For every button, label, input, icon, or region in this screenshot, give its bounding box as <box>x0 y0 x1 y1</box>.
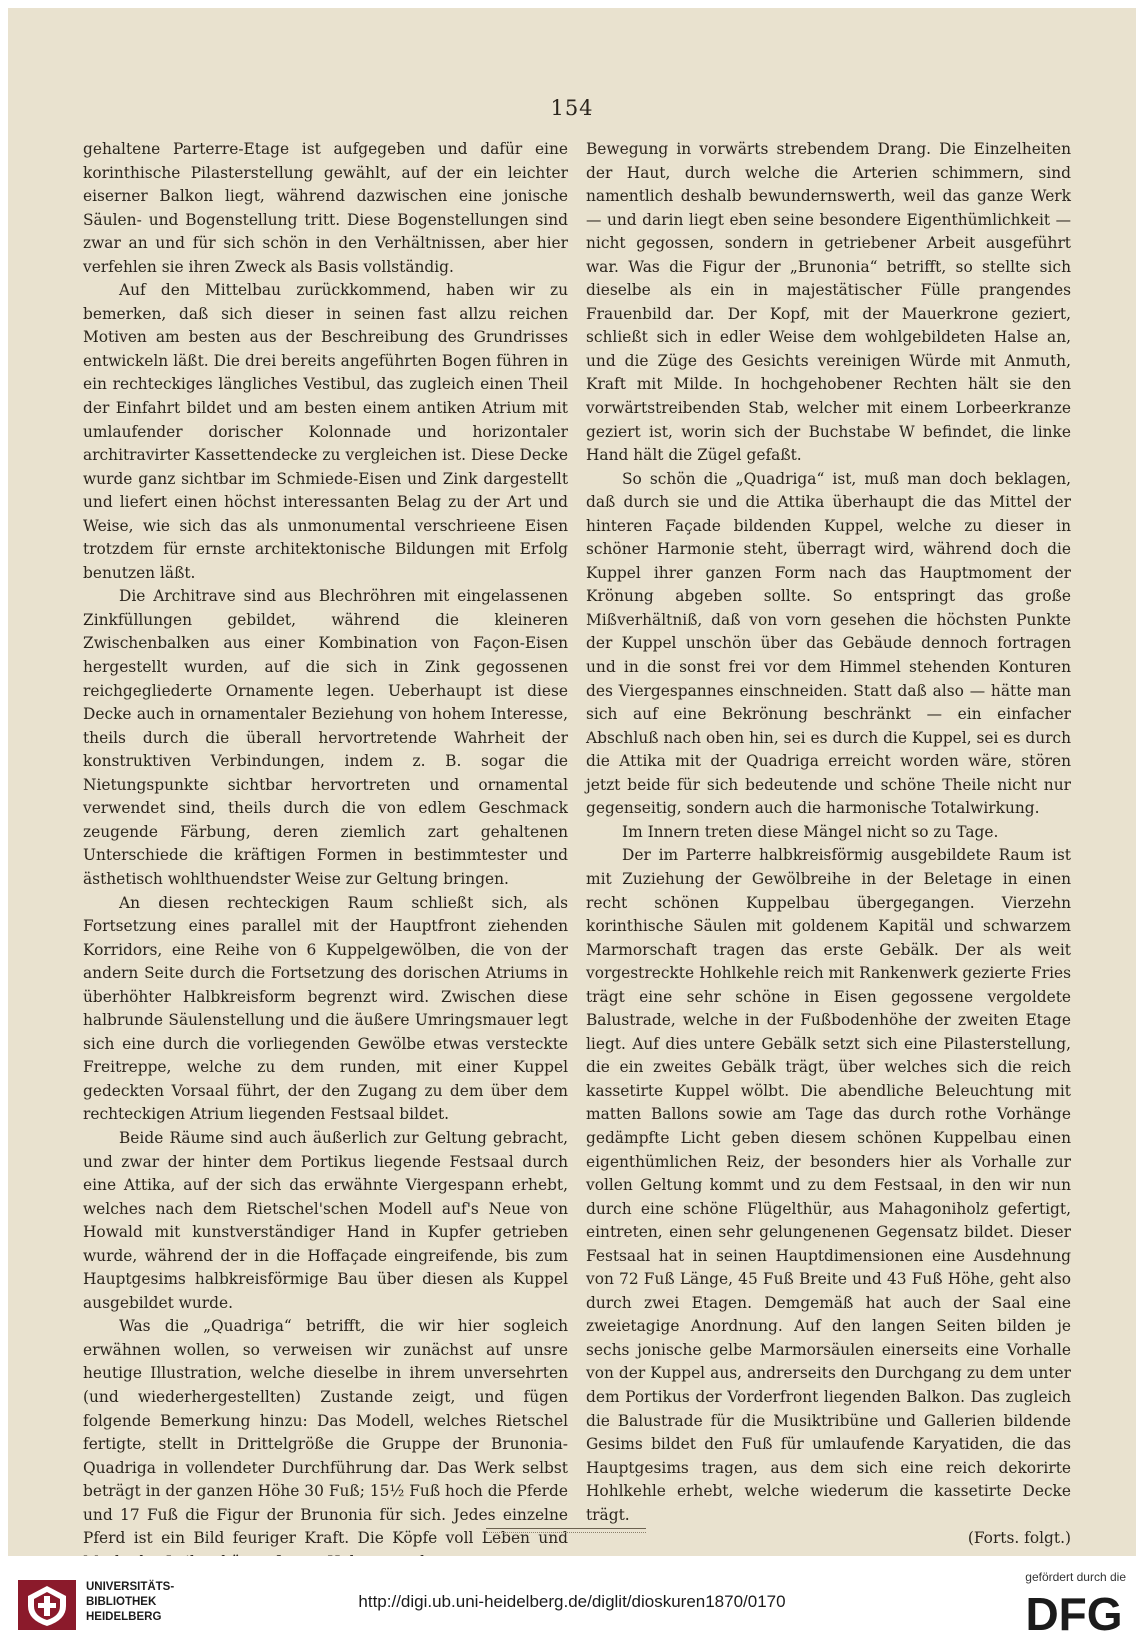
paragraph: Bewegung in vorwärts strebendem Drang. Die Einzelheiten der Haut, durch welche die Arterien schimmern, sind namentlich deshalb bewundernswerth, weil das ganze Werk — und darin liegt eben seine besondere Eigenthümlichkeit — nicht gegossen, sondern in getriebener Arbeit ausgeführt war. Was die Figur der „Brunonia“ betrifft, so stellte sich dieselbe als ein in majestätischer Fülle prangendes Frauenbild dar. Der Kopf, mit der Mauerkrone geziert, schließt sich in edler Weise dem wohlgebildeten Halse an, und die Züge des Gesichts vereinigen Würde mit Anmuth, Kraft mit Milde. In hochgehobener Rechten hält sie den vorwärtstreibenden Stab, welcher mit einem Lorbeerkranze geziert ist, worin sich der Buchstabe W befindet, die linke Hand hält die Zügel gefaßt. <box>586 140 1071 465</box>
library-name-line: BIBLIOTHEK <box>86 1596 157 1608</box>
text-column-right <box>586 138 1071 1548</box>
text-column-left <box>83 138 568 1548</box>
paragraph: Die Architrave sind aus Blechröhren mit eingelassenen Zinkfüllungen gebildet, während die kleineren Zwischenbalken aus einer Kombination von Façon-Eisen hergestellt wurden, auf die sich in Zink gegossenen reichgegliederte Ornamente legen. Ueberhaupt ist diese Decke auch in ornamentaler Beziehung von hohem Interesse, theils durch die überall hervortretende Wahrheit der konstruktiven Verbindungen, indem z. B. sogar die Nietungspunkte sichtbar hervortreten und ornamental verwendet sind, theils durch die von edlem Geschmack zeugende Färbung, deren ziemlich zart gehaltenen Unterschiede die kräftigen Formen in bestimmtester und ästhetisch wohlthuendster Weise zur Geltung bringen. <box>83 587 568 888</box>
end-rule-dotted <box>486 1532 646 1533</box>
paragraph: gehaltene Parterre-Etage ist aufgegeben und dafür eine korinthische Pilasterstellung gewählt, auf der ein leichter eiserner Balkon liegt, während dazwischen eine jonische Säulen- und Bogenstellung tritt. Diese Bogenstellungen sind zwar an und für sich schön in den Verhältnissen, aber hier verfehlen sie ihren Zweck als Basis vollständig. <box>83 140 568 276</box>
library-name-line: UNIVERSITÄTS- <box>86 1581 175 1593</box>
source-url-link[interactable]: http://digi.ub.uni-heidelberg.de/diglit/dioskuren1870/0170 <box>358 1592 786 1611</box>
dfg-logo-text: DFG <box>1025 1588 1123 1640</box>
paragraph: Im Innern treten diese Mängel nicht so zu Tage. <box>622 822 999 841</box>
library-name-line: HEIDELBERG <box>86 1611 162 1623</box>
continuation-note: (Forts. folgt.) <box>967 1529 1071 1548</box>
paragraph: So schön die „Quadriga“ ist, muß man doch beklagen, daß durch sie und die Attika überhaupt die das Mittel der hinteren Façade bildenden Kuppel, welche zu dieser in schöner Harmonie steht, überragt wird, während doch die Kuppel ihrer ganzen Form nach das Hauptmoment der Krönung abgeben sollte. So entspringt das große Mißverhältniß, daß von vorn gesehen die höchsten Punkte der Kuppel unschön über das Gebäude dennoch fortragen und in die sonst frei vor dem Himmel stehenden Konturen des Viergespannes einschneiden. Statt daß also — hätte man sich auf eine Bekrönung beschränkt — ein einfacher Abschluß nach oben hin, sei es durch die Kuppel, sei es durch die Attika mit der Quadriga erreicht worden wäre, stören jetzt beide für sich bedeutende und schöne Theile nicht nur gegenseitig, sondern auch die harmonische Totalwirkung. <box>586 469 1071 818</box>
scanned-page <box>8 8 1136 1556</box>
page-number: 154 <box>550 96 594 120</box>
paragraph: Auf den Mittelbau zurückkommend, haben wir zu bemerken, daß sich dieser in seinen fast allzu reichen Motiven am besten aus der Beschreibung des Grundrisses entwickeln läßt. Die drei bereits angeführten Bogen führen in ein rechteckiges längliches Vestibul, das zugleich einen Theil der Einfahrt bildet und am besten einem antiken Atrium mit umlaufender dorischer Kolonnade und horizontaler architravirter Kassettendecke zu vergleichen ist. Diese Decke wurde ganz sichtbar im Schmiede-Eisen und Zink dargestellt und liefert einen höchst interessanten Belag zu der Art und Weise, wie sich das als unmonumental verschrieene Eisen trotzdem für ernste architektonische Bildungen mit Erfolg benutzen läßt. <box>83 281 568 582</box>
funding-label: gefördert durch die <box>1025 1570 1126 1584</box>
paragraph: Was die „Quadriga“ betrifft, die wir hier sogleich erwähnen wollen, so verweisen wir zunächst auf unsre heutige Illustration, welche dieselbe in ihrem unversehrten (und wiederhergestellten) Zustande zeigt, und fügen folgende Bemerkung hinzu: Das Modell, welches Rietschel fertigte, stellt in Drittelgröße die Gruppe der Brunonia-Quadriga in vollendeter Durchführung dar. Das Werk selbst beträgt in der ganzen Höhe 30 Fuß; 15½ Fuß hoch die Pferde und 17 Fuß die Figur der Brunonia für sich. Jedes einzelne Pferd ist ein Bild feuriger Kraft. Die Köpfe voll Leben und <box>83 1317 568 1548</box>
footer-bar <box>0 1556 1144 1648</box>
paragraph: An diesen rechteckigen Raum schließt sich, als Fortsetzung eines parallel mit der Hauptfront ziehenden Korridors, eine Reihe von 6 Kuppelgewölben, die von der andern Seite durch die Fortsetzung des dorischen Atriums in überhöhter Halbkreisform begrenzt wird. Zwischen diese halbrunde Säulenstellung und die äußere Umringsmauer legt sich eine durch die vorliegenden Gewölbe etwas versteckte Freitreppe, welche zu dem runden, mit einer Kuppel gedeckten Vorsaal führt, der den Zugang zu dem über dem rechteckigen Atrium liegenden Festsaal bildet. <box>83 893 568 1124</box>
paragraph: Beide Räume sind auch äußerlich zur Geltung gebracht, und zwar der hinter dem Portikus liegende Festsaal durch eine Attika, auf der sich das erwähnte Viergespann erhebt, welches nach dem Rietschel'schen Modell auf's Neue von Howald mit kunstverständiger Hand in Kupfer getrieben wurde, während der in die Hoffaçade eingreifende, bis zum Hauptgesims halbkreisförmige Bau über diesen als Kuppel ausgebildet wurde. <box>83 1128 568 1312</box>
end-rule <box>486 1528 646 1529</box>
dfg-logo-icon <box>1022 1588 1126 1640</box>
paragraph: Der im Parterre halbkreisförmig ausgebildete Raum ist mit Zuziehung der Gewölbreihe in der Beletage in einen recht schönen Kuppelbau übergegangen. Vierzehn korinthische Säulen mit goldenem Kapitäl und schwarzem Marmorschaft tragen das erste Gebälk. Der als weit vorgestreckte Hohlkehle reich mit Rankenwerk gezierte Fries trägt eine sehr schöne in Eisen gegossene vergoldete Balustrade, welche in der Fußbodenhöhe der zweiten Etage liegt. Auf dies untere Gebälk setzt sich eine Pilasterstellung, die ein zweites Gebälk trägt, über welches sich die reich kassetirte Kuppel wölbt. Die abendliche Beleuchtung mit matten Ballons sowie am Tage das durch rothe Vorhänge gedämpfte Licht geben diesem schönen Kuppelbau einen eigenthümlichen Reiz, der besonders hier als Vorhalle zur vollen Geltung kommt und zu dem Festsaal, in den wir nun durch eine schöne Flügelthür, aus Mahagoniholz gefertigt, eintreten, einen sehr gelungenenen Gegensatz bildet. Dieser Festsaal hat in seinen Hauptdimensionen eine Ausdehnung von 72 Fuß Länge, 45 Fuß Breite und 43 Fuß Höhe, geht also durch zwei Etagen. Demgemäß hat auch der Saal eine zweietagige Anordnung. Auf den langen Seiten bilden je sechs jonische gelbe Marmorsäulen einerseits eine Vorhalle von der Kuppel aus, andrerseits den Durchgang zu dem unter dem Portikus der Vorderfront liegenden Balkon. Das zugleich die Balustrade für die Musiktribüne und Gallerien bildende Gesims bildet den Fuß für umlaufende Karyatiden, die das Hauptgesims tragen, aus dem sich eine reich dekorirte Hohlkehle erhebt, welche wiederum die kassetirte Decke trägt. <box>586 846 1071 1524</box>
